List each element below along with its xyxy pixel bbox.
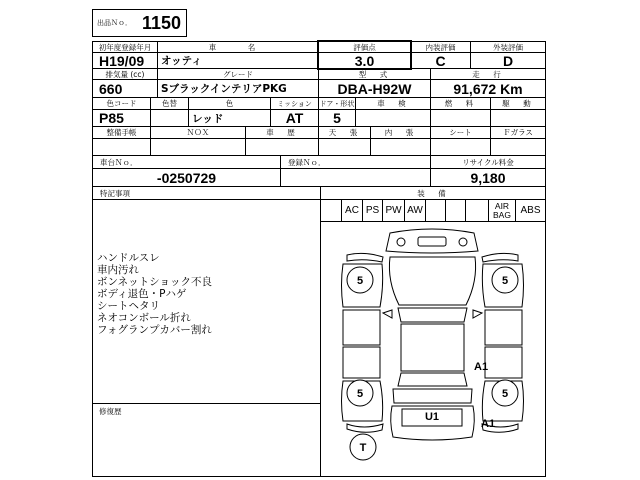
seat-value bbox=[430, 138, 491, 156]
model-code-label: 型 式 bbox=[318, 68, 431, 80]
equipment-ps: PS bbox=[362, 199, 383, 222]
lot-number-box bbox=[92, 9, 187, 37]
note-item: ボンネットショック不良 bbox=[97, 276, 212, 288]
note-item: 車内汚れ bbox=[97, 264, 139, 276]
inspection-label: 車 検 bbox=[355, 97, 431, 110]
doors-value: 5 bbox=[318, 109, 356, 127]
note-item: ハンドルスレ bbox=[97, 252, 160, 264]
history-value bbox=[245, 138, 319, 156]
interior-grade-label: 内装評価 bbox=[410, 41, 471, 53]
notes-list bbox=[97, 252, 212, 336]
tire-front-right bbox=[492, 267, 518, 293]
interior-trim-label: 内 張 bbox=[370, 126, 431, 139]
back-door bbox=[393, 389, 472, 403]
equipment-label: 装 備 bbox=[320, 186, 546, 200]
tire-front-left bbox=[347, 267, 373, 293]
mileage-label: 走 行 bbox=[430, 68, 546, 80]
displacement-value: 660 bbox=[92, 79, 158, 98]
fuel-value bbox=[430, 109, 491, 127]
registration-no-label: 登録Ｎｏ． bbox=[280, 155, 431, 169]
note-item: ネオコンボール折れ bbox=[97, 312, 191, 324]
equipment-airbag: AIR BAG bbox=[488, 199, 516, 222]
model-code-value: DBA-H92W bbox=[318, 79, 431, 98]
mileage-value: 91,672 Km bbox=[430, 79, 546, 98]
notes-label: 特記事項 bbox=[92, 186, 321, 200]
front-grille bbox=[418, 237, 446, 246]
tire-rear-right bbox=[492, 380, 518, 406]
windshield bbox=[398, 308, 467, 322]
vehicle-damage-diagram bbox=[320, 221, 545, 476]
spare-tire bbox=[350, 434, 376, 460]
tire-rating: 5 bbox=[356, 388, 364, 400]
transmission-label: ミッション bbox=[270, 97, 319, 110]
color-code-value: P85 bbox=[92, 109, 151, 127]
left-front-door bbox=[343, 310, 380, 345]
score-label: 評価点 bbox=[318, 41, 411, 53]
first-registration-value: H19/09 bbox=[92, 52, 158, 69]
car-name-value: オッティ bbox=[157, 52, 319, 69]
door-shape-label: ドア・形状 bbox=[318, 97, 356, 110]
repair-history-area bbox=[92, 403, 321, 477]
drive-label: 駆 動 bbox=[490, 97, 546, 110]
left-mirror bbox=[383, 310, 392, 318]
lot-number-label: 出品Ｎｏ． bbox=[97, 19, 132, 27]
front-glass-label: Ｆガラス bbox=[490, 126, 546, 139]
seat-label: シート bbox=[430, 126, 491, 139]
recycle-fee-label: リサイクル料金 bbox=[430, 155, 546, 169]
headliner-label: 天 張 bbox=[318, 126, 371, 139]
grade-label: グレード bbox=[157, 68, 319, 80]
exterior-grade-value: D bbox=[470, 52, 546, 69]
color-change-label: 色替 bbox=[150, 97, 189, 110]
front-bumper bbox=[386, 229, 478, 253]
right-mirror bbox=[473, 310, 482, 318]
note-item: シートヘタリ bbox=[97, 300, 160, 312]
car-name-label: 車 名 bbox=[157, 41, 319, 53]
color-change-value bbox=[150, 109, 189, 127]
equipment-slot-empty bbox=[425, 199, 446, 222]
fuel-label: 燃 料 bbox=[430, 97, 491, 110]
history-label: 車 歴 bbox=[245, 126, 319, 139]
spare-tire-mark: T bbox=[359, 442, 367, 454]
chassis-no-label: 車台Ｎｏ． bbox=[92, 155, 281, 169]
car-outline bbox=[342, 229, 524, 440]
right-headlamp bbox=[459, 238, 467, 246]
drive-value bbox=[490, 109, 546, 127]
interior-trim-value bbox=[370, 138, 431, 156]
damage-code: A1 bbox=[474, 361, 489, 373]
color-label: 色 bbox=[188, 97, 271, 110]
roof bbox=[401, 324, 464, 371]
right-front-corner bbox=[482, 253, 518, 262]
damage-code: U1 bbox=[424, 411, 440, 423]
displacement-label: 排気量 (cc) bbox=[92, 68, 158, 80]
color-code-label: 色コード bbox=[92, 97, 151, 110]
chassis-no-value: -0250729 bbox=[92, 168, 281, 187]
equipment-slot-empty bbox=[320, 199, 342, 222]
score-value: 3.0 bbox=[318, 52, 411, 69]
equipment-slot-empty bbox=[445, 199, 466, 222]
inspection-value bbox=[355, 109, 431, 127]
nox-value bbox=[150, 138, 246, 156]
score-highlight-frame bbox=[317, 40, 412, 70]
tire-rating: 5 bbox=[501, 275, 509, 287]
note-item: フォグランプカバー割れ bbox=[97, 324, 212, 336]
front-glass-value bbox=[490, 138, 546, 156]
repair-history-label: 修復歴 bbox=[99, 407, 122, 416]
lot-number: 1150 bbox=[142, 12, 182, 33]
interior-grade-value: C bbox=[410, 52, 471, 69]
color-value: レッド bbox=[188, 109, 271, 127]
right-rear-door bbox=[485, 347, 522, 378]
equipment-aw: AW bbox=[404, 199, 426, 222]
nox-label: ＮＯＸ bbox=[150, 126, 246, 139]
right-front-door bbox=[485, 310, 522, 345]
left-headlamp bbox=[397, 238, 405, 246]
tire-rating: 5 bbox=[501, 388, 509, 400]
left-rear-corner bbox=[347, 424, 383, 432]
grade-value: SブラックインテリアPKG bbox=[157, 79, 319, 98]
first-registration-label: 初年度登録年月 bbox=[92, 41, 158, 53]
left-rear-door bbox=[343, 347, 380, 378]
equipment-slot-empty bbox=[465, 199, 489, 222]
recycle-fee-value: 9,180 bbox=[430, 168, 546, 187]
hood bbox=[389, 257, 475, 305]
registration-no-value bbox=[280, 168, 431, 187]
damage-code: A1 bbox=[481, 418, 496, 430]
maintenance-record-value bbox=[92, 138, 151, 156]
exterior-grade-label: 外装評価 bbox=[470, 41, 546, 53]
rear-window bbox=[398, 373, 467, 386]
transmission-value: AT bbox=[270, 109, 319, 127]
headliner-value bbox=[318, 138, 371, 156]
equipment-pw: PW bbox=[382, 199, 405, 222]
tire-rating: 5 bbox=[356, 275, 364, 287]
equipment-abs: ABS bbox=[515, 199, 546, 222]
equipment-ac: AC bbox=[341, 199, 363, 222]
note-item: ボディ退色・Pハゲ bbox=[97, 288, 187, 300]
left-front-corner bbox=[347, 253, 383, 262]
maintenance-record-label: 整備手帳 bbox=[92, 126, 151, 139]
tire-rear-left bbox=[347, 380, 373, 406]
